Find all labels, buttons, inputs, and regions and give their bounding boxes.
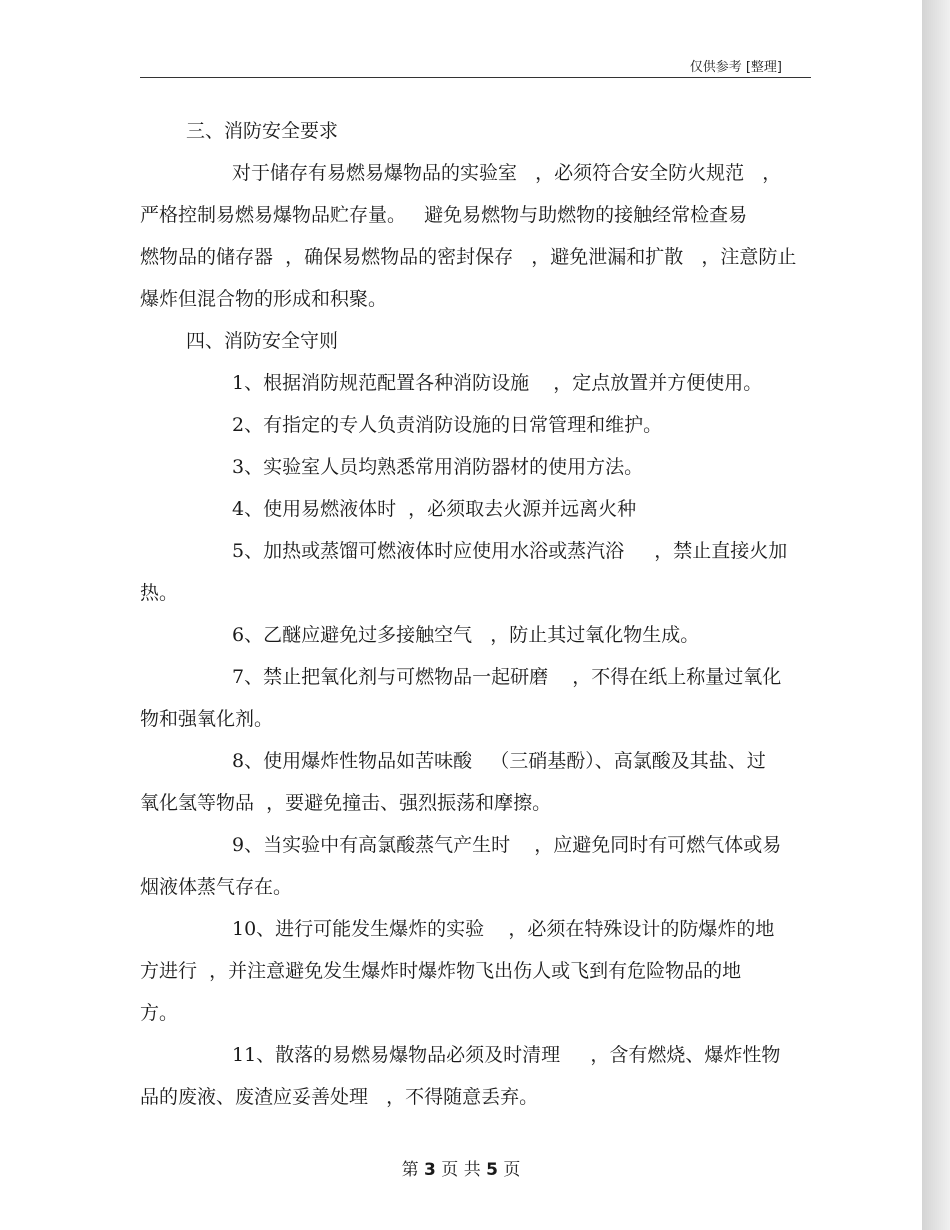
list-item: 5、加热或蒸馏可燃液体时应使用水浴或蒸汽浴 ，禁止直接火加 xyxy=(232,540,788,562)
page-footer xyxy=(0,1155,922,1180)
list-item-continuation: 品的废液、废渣应妥善处理 ，不得随意丢弃。 xyxy=(140,1086,539,1108)
page-edge-shadow xyxy=(922,0,950,1230)
list-item: 10、进行可能发生爆炸的实验 ，必须在特殊设计的防爆炸的地 xyxy=(232,918,775,940)
list-item-continuation: 烟液体蒸气存在。 xyxy=(140,876,293,898)
paragraph-line: 对于储存有易燃易爆物品的实验室 ，必须符合安全防火规范 ， xyxy=(232,162,782,184)
list-item-continuation: 方。 xyxy=(140,1002,179,1024)
total-page-count: 5 xyxy=(486,1160,498,1180)
paragraph-line: 严格控制易燃易爆物品贮存量。 避免易燃物与助燃物的接触经常检查易 xyxy=(140,204,748,226)
list-item: 11、散落的易燃易爆物品必须及时清理 ，含有燃烧、爆炸性物 xyxy=(232,1044,781,1066)
header-rule xyxy=(140,77,811,78)
list-item: 7、禁止把氧化剂与可燃物品一起研磨 ，不得在纸上称量过氧化 xyxy=(232,666,782,688)
footer-mid: 页 共 xyxy=(441,1160,481,1180)
section-heading: 三、消防安全要求 xyxy=(186,120,339,142)
list-item-continuation: 氧化氢等物品 ，要避免撞击、强烈振荡和摩擦。 xyxy=(140,792,552,814)
list-item: 4、使用易燃液体时 ，必须取去火源并远离火种 xyxy=(232,498,637,520)
list-item: 9、当实验中有高氯酸蒸气产生时 ，应避免同时有可燃气体或易 xyxy=(232,834,782,856)
list-item: 8、使用爆炸性物品如苦味酸 （三硝基酚）、高氯酸及其盐、过 xyxy=(232,750,766,772)
header-note: 仅供参考 [整理] xyxy=(689,60,782,75)
paragraph-line: 爆炸但混合物的形成和积聚。 xyxy=(140,288,388,310)
list-item-continuation: 热。 xyxy=(140,582,179,604)
section-heading: 四、消防安全守则 xyxy=(186,330,339,352)
list-item-continuation: 物和强氧化剂。 xyxy=(140,708,274,730)
paragraph-line: 燃物品的储存器 ，确保易燃物品的密封保存 ，避免泄漏和扩散 ，注意防止 xyxy=(140,246,797,268)
list-item: 3、实验室人员均熟悉常用消防器材的使用方法。 xyxy=(232,456,644,478)
current-page-number: 3 xyxy=(424,1160,436,1180)
footer-suffix: 页 xyxy=(503,1160,521,1180)
list-item-continuation: 方进行 ，并注意避免发生爆炸时爆炸物飞出伤人或飞到有危险物品的地 xyxy=(140,960,742,982)
list-item: 1、根据消防规范配置各种消防设施 ，定点放置并方便使用。 xyxy=(232,372,763,394)
list-item: 2、有指定的专人负责消防设施的日常管理和维护。 xyxy=(232,414,663,436)
footer-prefix: 第 xyxy=(401,1160,419,1180)
list-item: 6、乙醚应避免过多接触空气 ，防止其过氧化物生成。 xyxy=(232,624,700,646)
